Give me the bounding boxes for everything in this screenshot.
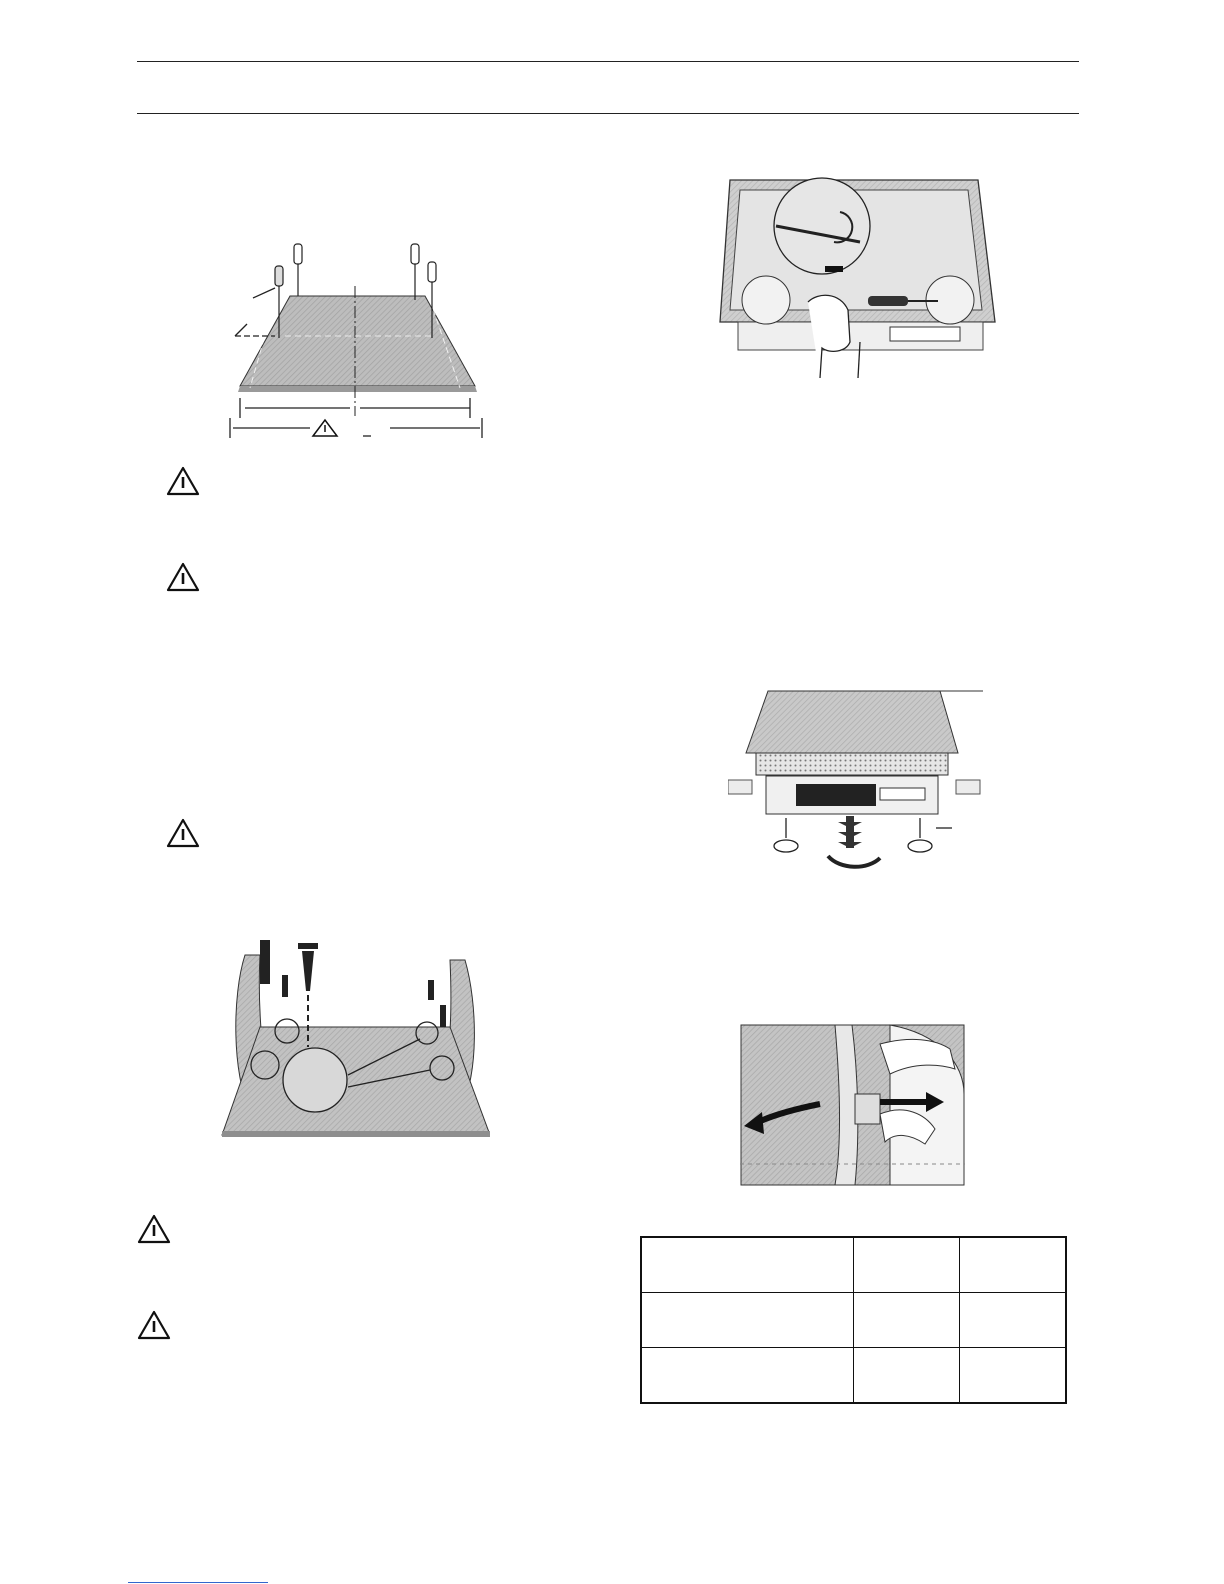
data-table: [640, 1236, 1067, 1404]
header-top-rule: [137, 61, 1079, 62]
warning-triangle-icon: [166, 818, 200, 848]
header-bottom-rule: [137, 113, 1079, 114]
table-cell: [960, 1348, 1067, 1404]
table-cell: [960, 1237, 1067, 1293]
table-cell: [641, 1348, 854, 1404]
filter-removal-diagram: [740, 1024, 965, 1186]
table-row: [641, 1348, 1066, 1404]
hood-filter-screws-diagram: [728, 688, 986, 874]
table-row: [641, 1237, 1066, 1293]
table-cell: [641, 1293, 854, 1348]
table-cell: [641, 1237, 854, 1293]
footer-link-underline[interactable]: [128, 1582, 268, 1583]
warning-triangle-icon: [166, 466, 200, 496]
hood-screw-detail-diagram: [710, 172, 1000, 378]
table-cell: [854, 1237, 960, 1293]
bracket-fixing-diagram: [220, 935, 490, 1141]
table-cell: [854, 1348, 960, 1404]
warning-triangle-icon: [137, 1310, 171, 1340]
table-row: [641, 1293, 1066, 1348]
hob-cutout-diagram: [225, 238, 490, 448]
table-cell: [960, 1293, 1067, 1348]
warning-triangle-icon: [137, 1214, 171, 1244]
table-cell: [854, 1293, 960, 1348]
warning-triangle-icon: [166, 562, 200, 592]
